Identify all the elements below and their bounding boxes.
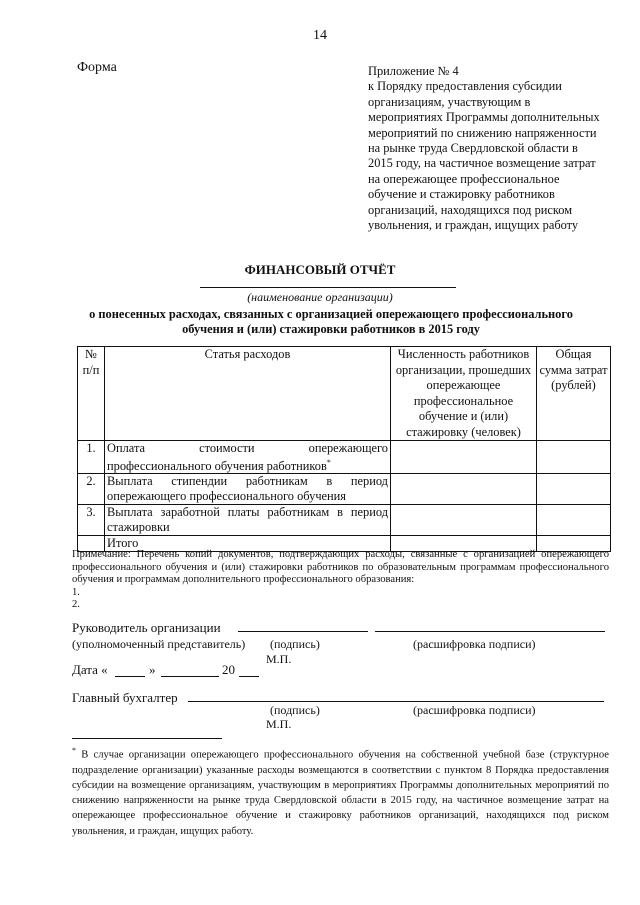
- note-item-2: 2.: [72, 599, 80, 610]
- appendix-text: к Порядку предоставления субсидии организациям, участвующим в мероприятиях Программы дополнительных мероприятий по снижению напряженности на рынке труда Свердловской области в 2015 году, на частичное возмещение затрат на опережающее профессиональное обучение и стажировку работников организаций, находящихся под риском увольнения, и граждан, ищущих работу: [368, 79, 600, 233]
- date-year-prefix: 20: [222, 662, 235, 677]
- accountant-label: Главный бухгалтер: [72, 690, 178, 705]
- footnote-separator: [72, 738, 222, 739]
- row-item: Выплата заработной платы работникам в период стажировки: [105, 505, 391, 536]
- stamp-mark: М.П.: [266, 717, 292, 731]
- footnote: [72, 743, 609, 839]
- row-count-cell: [391, 474, 537, 505]
- row-num: 3.: [78, 505, 105, 536]
- accountant-line: [188, 700, 604, 702]
- expenses-table: [77, 346, 611, 552]
- footnote-text: В случае организации опережающего профессионального обучения на собственной учебной базе (структурное подразделение организации) указанные расходы возмещаются в соответствии с пунктом 8 Порядка предоставления субсидии на возмещение организациям, участвующим в мероприятиях Программы дополнительных мероприятий по снижению напряженности на рынке труда Свердловской области в 2015 году, на частичное возмещение затрат на опережающее профессиональное обучение и стажировку работников организаций, находящихся под риском увольнения, и граждан, ищущих работу.: [72, 749, 609, 837]
- date-day-line: [115, 675, 145, 677]
- row-sum-cell: [537, 474, 611, 505]
- row-item-text: Оплата стоимости опережающего профессионального обучения работников: [107, 441, 388, 473]
- row-num: 1.: [78, 441, 105, 474]
- date-month-line: [161, 675, 219, 677]
- report-subtitle: о понесенных расходах, связанных с организацией опережающего профессионального обучения и (или) стажировки работников в 2015 году: [89, 307, 573, 336]
- appendix-block: [368, 64, 603, 233]
- row-item: Выплата стипендии работникам в период опережающего профессионального обучения: [105, 474, 391, 505]
- note-block: [72, 549, 609, 612]
- footnote-mark: *: [72, 746, 76, 755]
- organization-name-caption: (наименование организации): [247, 290, 393, 304]
- header-count: Численность работников организации, прошедших опережающее профессиональное обучение и (или) стажировку (человек): [391, 347, 537, 441]
- table-header-row: [78, 347, 611, 441]
- header-num: № п/п: [78, 347, 105, 441]
- head-decode-line: [375, 630, 605, 632]
- authorized-representative: (уполномоченный представитель): [72, 637, 246, 651]
- head-label: Руководитель организации: [72, 620, 221, 635]
- footnote-mark: *: [326, 457, 331, 467]
- accountant-signature-caption: (подпись): [270, 703, 320, 717]
- row-item: [105, 441, 391, 474]
- row-count-cell: [391, 441, 537, 474]
- row-sum-cell: [537, 441, 611, 474]
- row-count-cell: [391, 505, 537, 536]
- table-row: [78, 474, 611, 505]
- organization-name-line: [200, 286, 456, 288]
- table-row: [78, 505, 611, 536]
- head-decode-caption: (расшифровка подписи): [413, 637, 536, 651]
- head-signature-line: [238, 630, 368, 632]
- head-signature-caption: (подпись): [270, 637, 320, 651]
- total-label: Итого: [105, 536, 391, 552]
- form-label: Форма: [77, 60, 117, 75]
- table-row: [78, 441, 611, 474]
- note-item-1: 1.: [72, 586, 80, 598]
- date-year-line: [239, 675, 259, 677]
- appendix-title: Приложение № 4: [368, 64, 459, 78]
- date-mid: »: [149, 662, 156, 677]
- row-num: 2.: [78, 474, 105, 505]
- note-text: Примечание: Перечень копий документов, подтверждающих расходы, связанные с организацией опережающего профессионального обучения и (или) стажировки работников по образовательным программам профессионального обучения и программам дополнительного профессионального образования:: [72, 549, 609, 585]
- stamp-mark: М.П.: [266, 652, 292, 666]
- header-item: Статья расходов: [105, 347, 391, 441]
- report-title: ФИНАНСОВЫЙ ОТЧЁТ: [244, 262, 396, 277]
- date-prefix: Дата «: [72, 662, 108, 677]
- page-number: 14: [313, 28, 327, 43]
- header-sum: Общая сумма затрат (рублей): [537, 347, 611, 441]
- row-sum-cell: [537, 505, 611, 536]
- accountant-decode-caption: (расшифровка подписи): [413, 703, 536, 717]
